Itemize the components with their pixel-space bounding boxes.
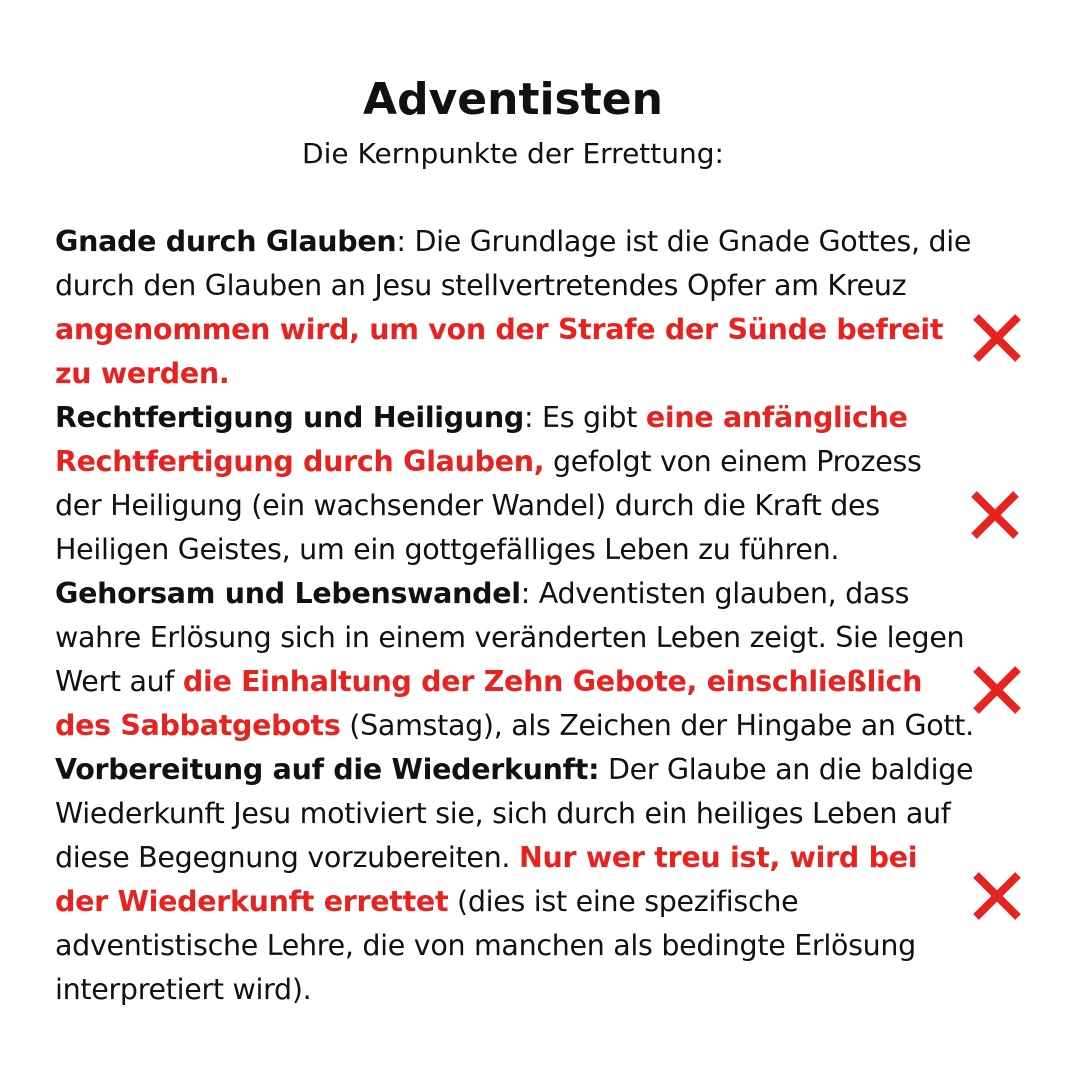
point-text: : Die Grundlage ist die Gnade Gottes, die durch den Glauben an Jesu stellvertretendes Opfer am Kreuz <box>55 225 972 302</box>
point-term: Gehorsam und Lebenswandel <box>55 577 521 610</box>
point-rest: (dies ist eine spezifische adventistische Lehre, die von manchen als bedingte Erlösung interpretiert wird). <box>55 885 916 1006</box>
point-highlight: Nur wer treu ist, wird bei der Wiederkunft errettet <box>55 841 918 918</box>
point-rest: (Samstag), als Zeichen der Hingabe an Gott. <box>340 709 974 742</box>
points-list <box>55 220 975 1012</box>
page-subtitle: Die Kernpunkte der Errettung: <box>302 137 724 170</box>
point-term: Rechtfertigung und Heiligung <box>55 401 524 434</box>
red-x-cross-icon <box>968 488 1022 542</box>
point-rest: gefolgt von einem Prozess der Heiligung (ein wachsender Wandel) durch die Kraft des Heiligen Geistes, um ein gottgefälliges Leben zu führen. <box>55 445 922 566</box>
point-term: Vorbereitung auf die Wiederkunft: <box>55 753 600 786</box>
point-highlight: die Einhaltung der Zehn Gebote, einschließlich des Sabbatgebots <box>55 665 923 742</box>
red-x-cross-icon <box>970 663 1024 717</box>
point-text: : Es gibt <box>523 401 646 434</box>
point-term: Gnade durch Glauben <box>55 225 397 258</box>
red-x-cross-icon <box>970 869 1024 923</box>
point-text: Der Glaube an die baldige Wiederkunft Jesu motiviert sie, sich durch ein heiliges Leben auf diese Begegnung vorzubereiten. <box>55 753 974 874</box>
point-obedience-lifestyle <box>55 572 975 748</box>
point-highlight: angenommen wird, um von der Strafe der Sünde befreit zu werden. <box>55 313 944 390</box>
point-justification-sanctification <box>55 396 975 572</box>
point-highlight: eine anfängliche Rechtfertigung durch Glauben, <box>55 401 908 478</box>
page-title: Adventisten <box>363 74 663 125</box>
point-text: : Adventisten glauben, dass wahre Erlösung sich in einem veränderten Leben zeigt. Sie legen Wert auf <box>55 577 965 698</box>
point-preparation-second-coming <box>55 748 975 1012</box>
point-grace-through-faith <box>55 220 975 396</box>
red-x-cross-icon <box>970 311 1024 365</box>
